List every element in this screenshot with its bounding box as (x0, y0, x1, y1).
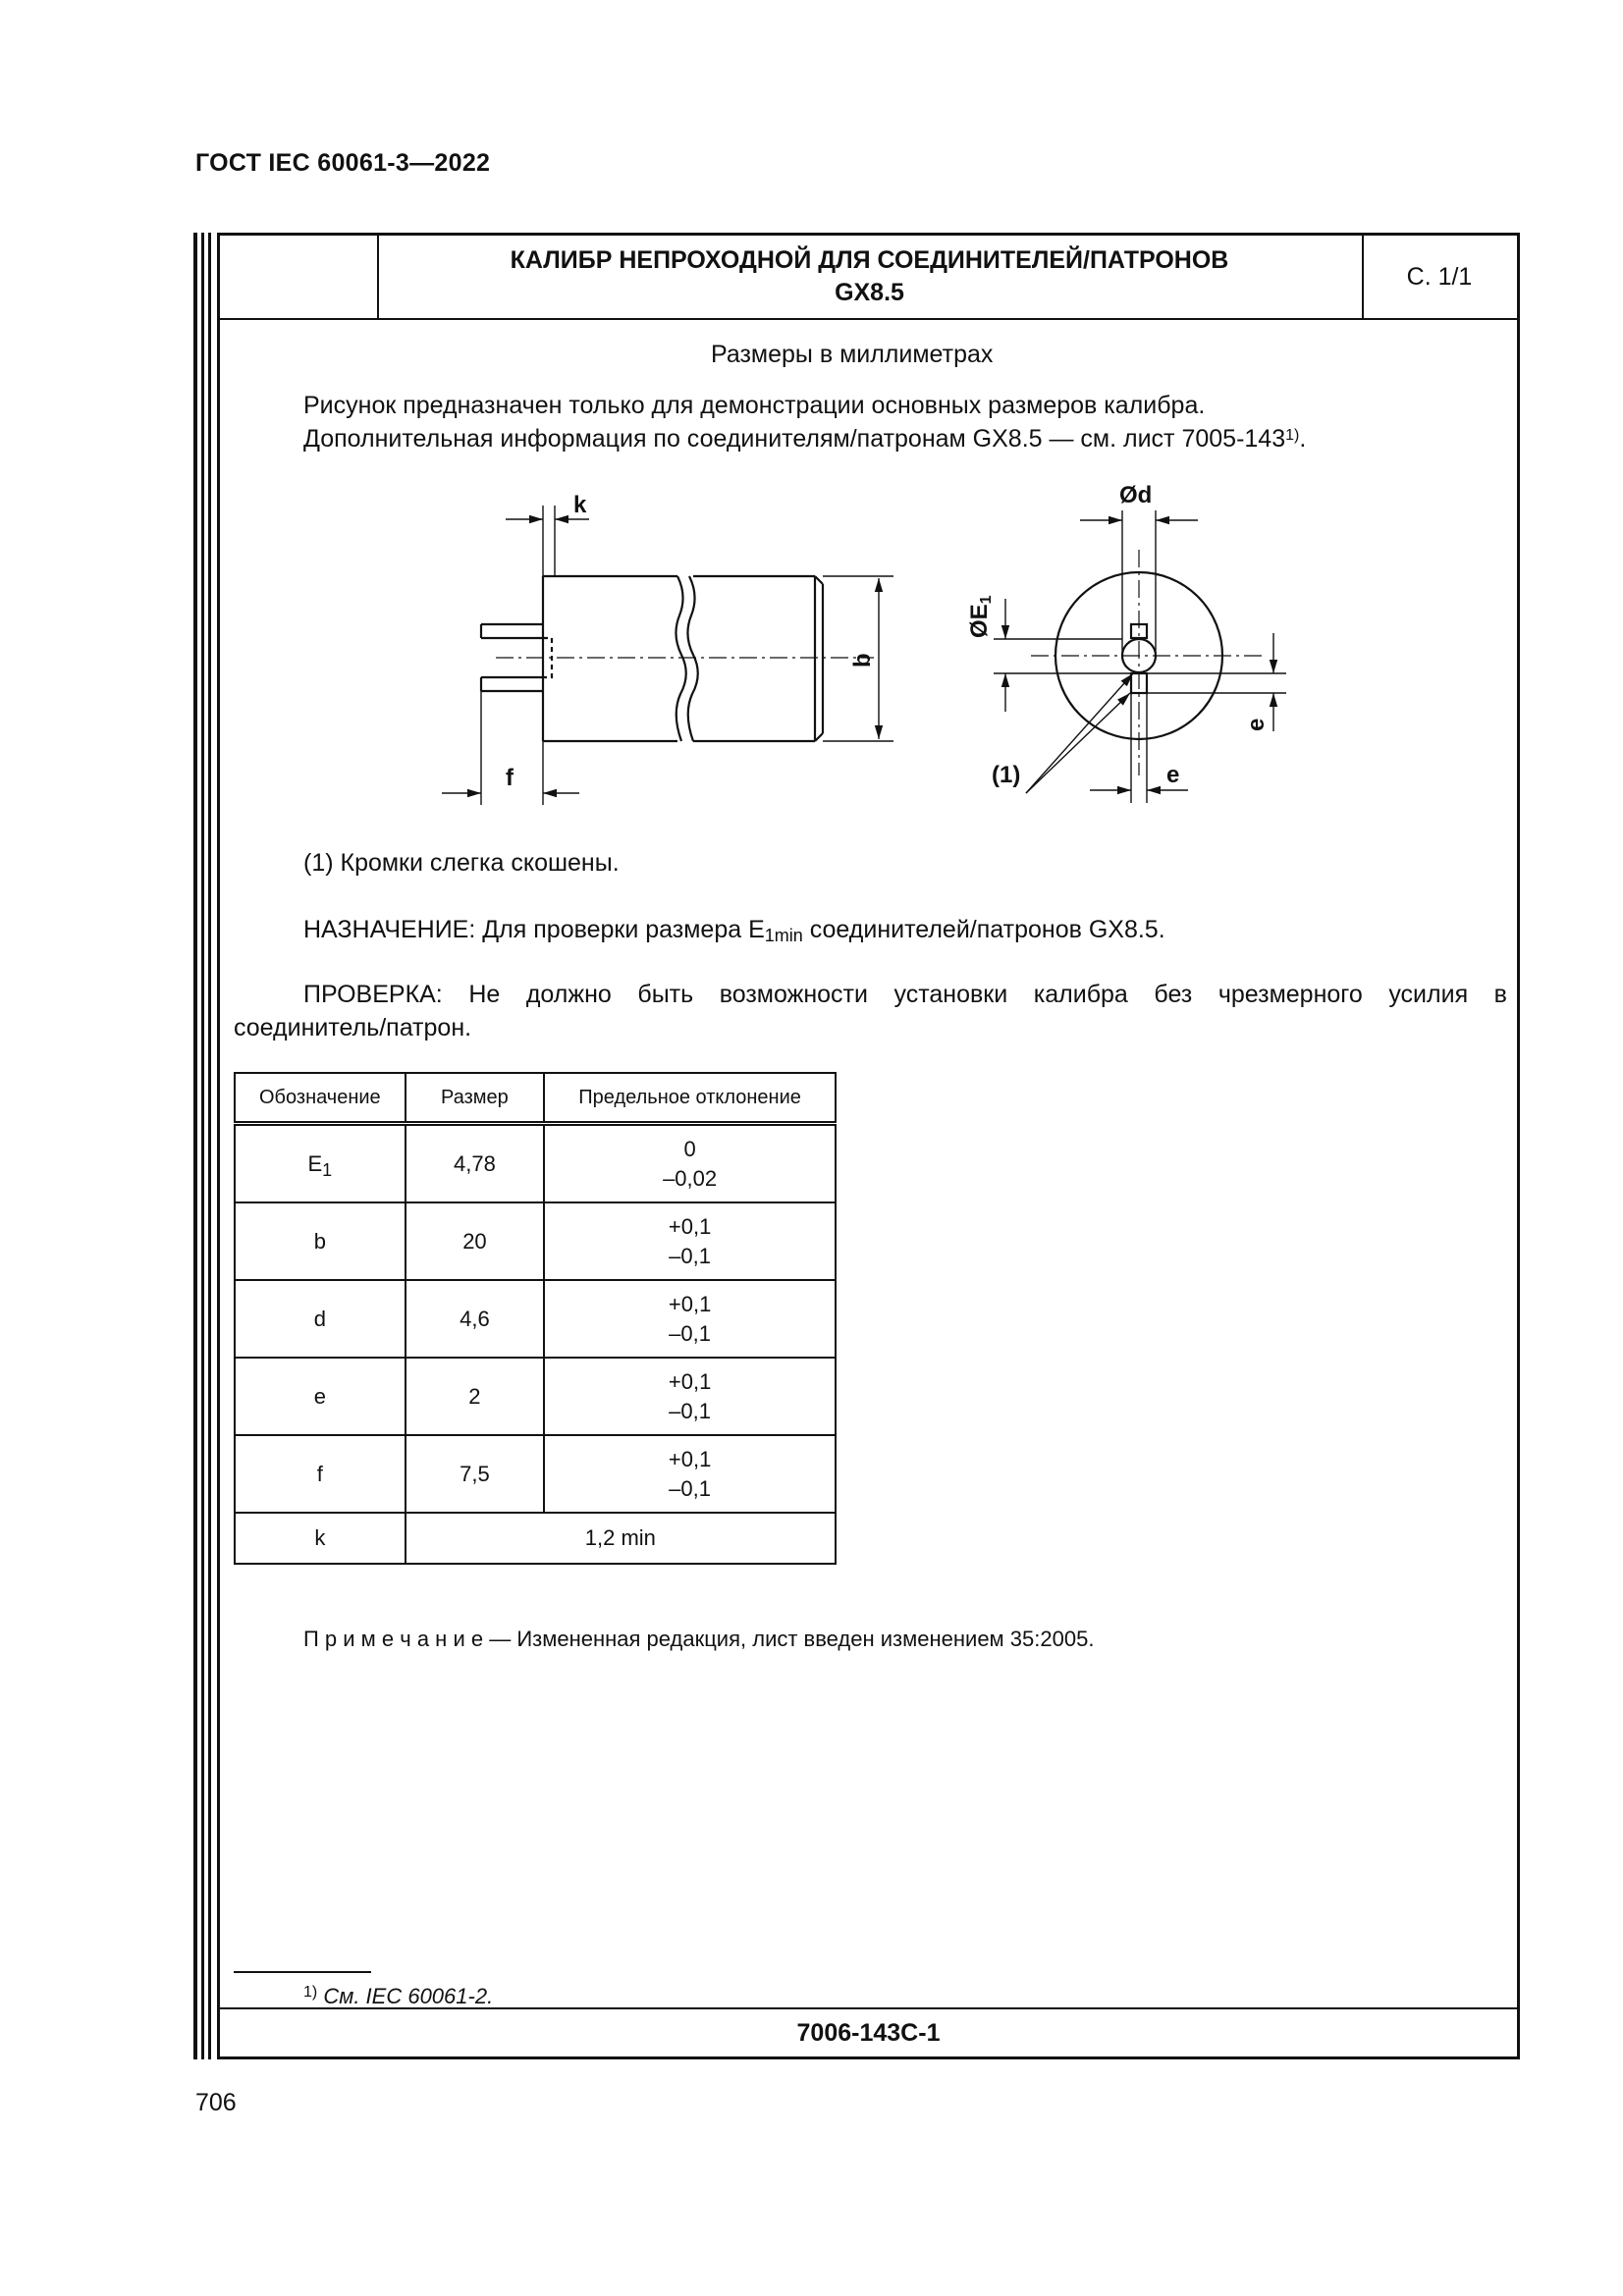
footnote-divider (234, 1971, 371, 1973)
cell-symbol: e (235, 1358, 406, 1435)
table-row (235, 1202, 836, 1280)
dimension-e-vertical (1147, 633, 1286, 731)
page-number: 706 (195, 2089, 237, 2116)
label-d: Ød (1119, 482, 1153, 508)
label-b: b (849, 653, 876, 667)
gauge-diagram (0, 0, 1623, 883)
header-deviation: Предельное отклонение (544, 1073, 836, 1124)
label-note-1: (1) (992, 762, 1021, 788)
header-size: Размер (406, 1073, 545, 1124)
cell-symbol: k (235, 1513, 406, 1564)
sheet-code: 7006-143C-1 (220, 2007, 1517, 2056)
note (303, 1622, 1094, 1656)
table-row (235, 1513, 836, 1564)
note-label: П р и м е ч а н и е (303, 1627, 484, 1651)
cell-deviation: +0,1 –0,1 (544, 1202, 836, 1280)
cell-deviation: +0,1 –0,1 (544, 1435, 836, 1513)
footnote-ref: 1) (1285, 427, 1300, 444)
label-e-horizontal: e (1166, 762, 1180, 788)
table-row (235, 1124, 836, 1203)
units-note: Размеры в миллиметрах (711, 341, 994, 368)
intro-line-2: Дополнительная информация по соединителям/патронам GX8.5 — см. лист 7005-143$^{1)}$. (303, 425, 1307, 453)
table-row (235, 1280, 836, 1358)
cell-symbol: b (235, 1202, 406, 1280)
footnote (303, 1979, 493, 2013)
footnote-marker: 1) (303, 1984, 318, 2001)
cell-deviation: +0,1 –0,1 (544, 1280, 836, 1358)
cell-deviation: 0 –0,02 (544, 1124, 836, 1203)
cell-symbol: d (235, 1280, 406, 1358)
cell-size: 4,78 (406, 1124, 545, 1203)
check-line-1: ПРОВЕРКА: Не должно быть возможности установки калибра без чрезмерного усилия в (303, 981, 1507, 1008)
cell-size: 4,6 (406, 1280, 545, 1358)
cell-symbol: $E_1$ (235, 1124, 406, 1203)
table-row (235, 1358, 836, 1435)
label-k: k (573, 492, 587, 518)
cell-symbol: f (235, 1435, 406, 1513)
purpose-text: НАЗНАЧЕНИЕ: Для проверки размера $E_{1min}$ соединителей/патронов GX8.5. (303, 916, 1165, 945)
header-symbol: Обозначение (235, 1073, 406, 1124)
cell-value: 1,2 min (406, 1513, 836, 1564)
document-code: ГОСТ IEC 60061-3—2022 (195, 149, 491, 177)
cell-deviation: +0,1 –0,1 (544, 1358, 836, 1435)
label-E1: ØE1 (966, 595, 995, 638)
dimensions-table (234, 1072, 837, 1565)
footnote-text: См. IEC 60061-2. (317, 1984, 494, 2008)
label-e-vertical: e (1243, 718, 1270, 731)
cell-size: 2 (406, 1358, 545, 1435)
note-text: — Измененная редакция, лист введен изменением 35:2005. (483, 1627, 1095, 1651)
side-view (481, 576, 874, 741)
label-f: f (506, 765, 514, 791)
leader-lines (1026, 673, 1133, 793)
check-line-2: соединитель/патрон. (234, 1014, 472, 1041)
cell-size: 7,5 (406, 1435, 545, 1513)
table-row (235, 1435, 836, 1513)
chamfer-note: (1) Кромки слегка скошены. (303, 849, 620, 877)
cell-size: 20 (406, 1202, 545, 1280)
title-line-2: GX8.5 (835, 279, 904, 306)
sheet-number: С. 1/1 (1406, 262, 1473, 291)
intro-line-1: Рисунок предназначен только для демонстрации основных размеров калибра. (303, 392, 1206, 419)
title-line-1: КАЛИБР НЕПРОХОДНОЙ ДЛЯ СОЕДИНИТЕЛЕЙ/ПАТРОНОВ (510, 246, 1229, 274)
table-header-row (235, 1073, 836, 1124)
